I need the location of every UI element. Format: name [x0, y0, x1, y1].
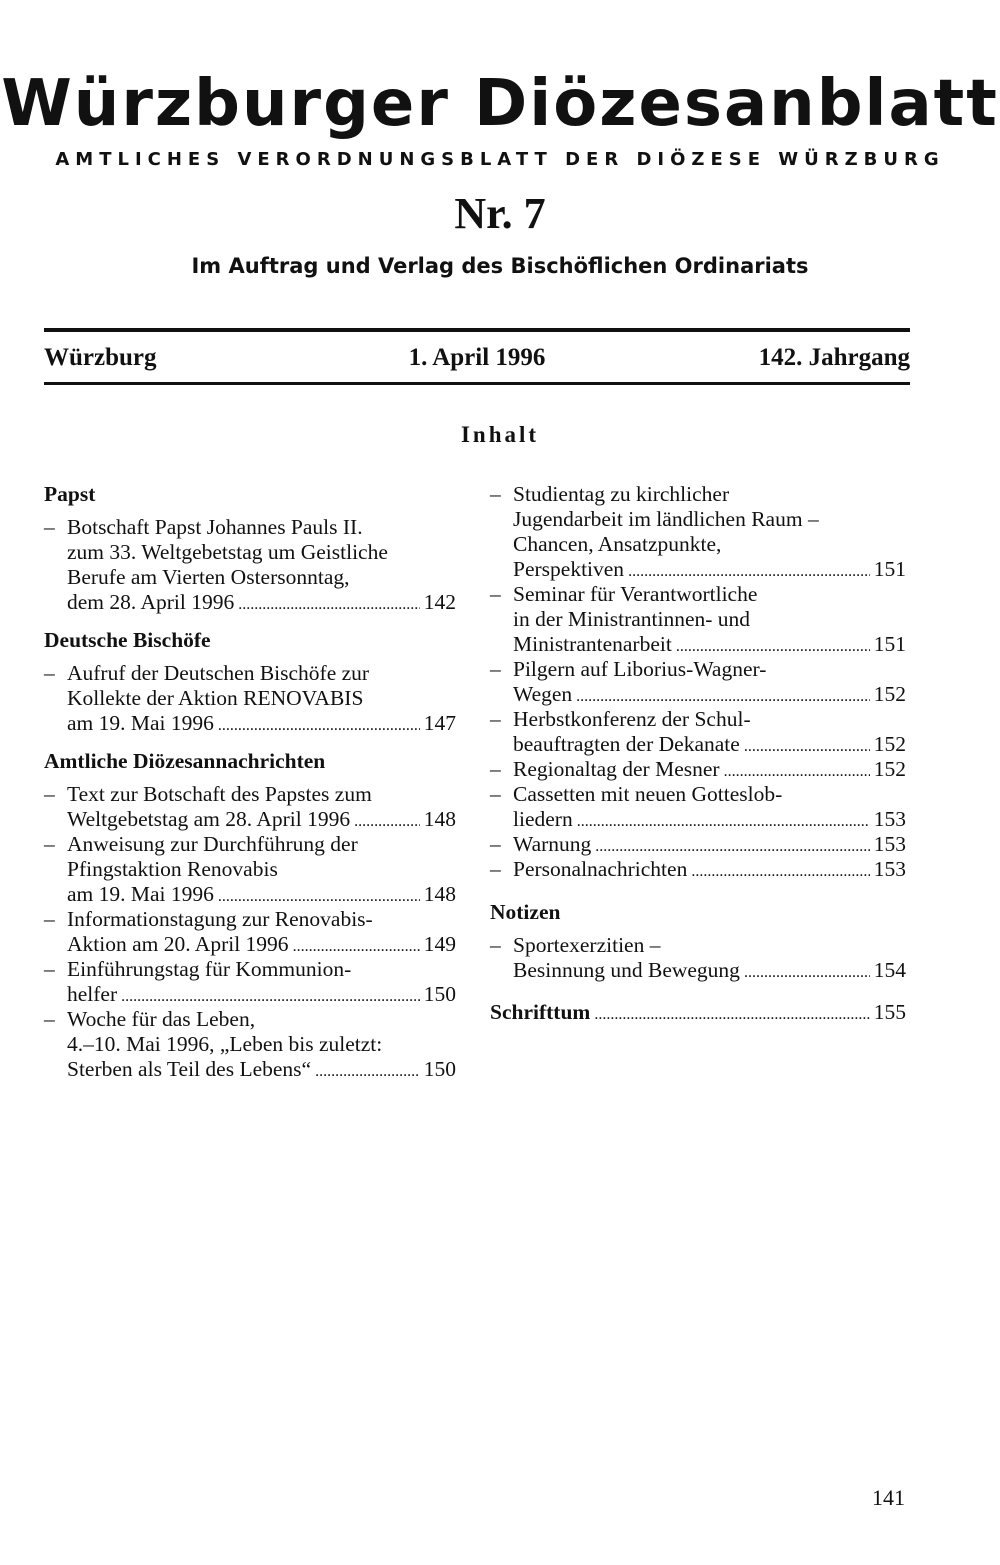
- dot-leader: [628, 557, 870, 584]
- toc-entry[interactable]: [490, 657, 906, 707]
- toc-entry[interactable]: [44, 1007, 456, 1082]
- entry-last-line: Regionaltag der Mesner: [513, 757, 720, 781]
- dot-leader: [218, 882, 420, 909]
- entry-page: 154: [873, 958, 906, 982]
- entry-line: Informationstagung zur Renovabis-: [67, 907, 373, 931]
- entry-last-line: Ministrantenarbeit: [513, 632, 672, 656]
- entry-leader: [67, 590, 456, 615]
- section-title-amtliche-dioezesannachrichten: Amtliche Diözesannachrichten: [44, 749, 326, 773]
- entry-page: 151: [873, 632, 906, 656]
- entry-page: 150: [423, 1057, 456, 1081]
- section-title-deutsche-bischoefe: Deutsche Bischöfe: [44, 628, 211, 652]
- toc-entry[interactable]: [44, 661, 456, 736]
- entry-page: 149: [423, 932, 456, 956]
- entry-last-line: Sterben als Teil des Lebens“: [67, 1057, 312, 1081]
- dot-leader: [676, 632, 870, 659]
- entry-last-line: Wegen: [513, 682, 573, 706]
- entry-dash: –: [490, 832, 501, 856]
- entry-leader: [67, 932, 456, 957]
- entry-line: 4.–10. Mai 1996, „Leben bis zuletzt:: [67, 1032, 383, 1056]
- entry-last-line: am 19. Mai 1996: [67, 711, 214, 735]
- entry-leader: [513, 632, 906, 657]
- entry-page: 152: [873, 682, 906, 706]
- entry-page: 151: [873, 557, 906, 581]
- toc-entry[interactable]: [44, 957, 456, 1007]
- dot-leader: [315, 1057, 420, 1084]
- toc-entry[interactable]: [490, 582, 906, 657]
- entry-line: Chancen, Ansatzpunkte,: [513, 532, 722, 556]
- entry-leader: [67, 711, 456, 736]
- toc-entry[interactable]: [44, 832, 456, 907]
- entry-last-line: dem 28. April 1996: [67, 590, 235, 614]
- entry-dash: –: [44, 661, 55, 685]
- toc-entry[interactable]: [490, 482, 906, 582]
- entry-line: Seminar für Verantwortliche: [513, 582, 758, 606]
- entry-line: Text zur Botschaft des Papstes zum: [67, 782, 372, 806]
- toc-entry[interactable]: [490, 832, 906, 857]
- toc-entry[interactable]: [44, 907, 456, 957]
- entry-dash: –: [490, 707, 501, 731]
- entry-last-line: Besinnung und Bewegung: [513, 958, 740, 982]
- entry-line: Pilgern auf Liborius-Wagner-: [513, 657, 767, 681]
- toc-entry[interactable]: [490, 782, 906, 832]
- toc-entry[interactable]: [490, 857, 906, 882]
- entry-leader: [67, 807, 456, 832]
- entry-line: Berufe am Vierten Ostersonntag,: [67, 565, 350, 589]
- toc-entry[interactable]: [44, 782, 456, 832]
- entry-line: Sportexerzitien –: [513, 933, 661, 957]
- toc-entry[interactable]: [490, 933, 906, 983]
- entry-dash: –: [44, 782, 55, 806]
- contents-left-column: [44, 482, 456, 1082]
- entry-last-line: Weltgebetstag am 28. April 1996: [67, 807, 351, 831]
- entry-line: Cassetten mit neuen Gotteslob-: [513, 782, 783, 806]
- entry-line: Pfingstaktion Renovabis: [67, 857, 278, 881]
- entry-dash: –: [490, 757, 501, 781]
- dot-leader: [744, 732, 870, 759]
- publisher-line: Im Auftrag und Verlag des Bischöflichen Ordinariats: [191, 254, 809, 278]
- entry-dash: –: [490, 657, 501, 681]
- entry-page: 150: [423, 982, 456, 1006]
- entry-last-line: Perspektiven: [513, 557, 625, 581]
- entry-line: Studientag zu kirchlicher: [513, 482, 730, 506]
- entry-dash: –: [490, 582, 501, 606]
- contents-heading: Inhalt: [460, 422, 540, 447]
- entry-page: 153: [873, 832, 906, 856]
- entry-dash: –: [44, 907, 55, 931]
- entry-page: 148: [423, 882, 456, 906]
- entry-dash: –: [490, 933, 501, 957]
- entry-last-line: am 19. Mai 1996: [67, 882, 214, 906]
- entry-dash: –: [44, 1007, 55, 1031]
- entry-leader: [513, 732, 906, 757]
- toc-entry-schrifttum[interactable]: [490, 1000, 906, 1025]
- entry-page: 147: [423, 711, 456, 735]
- dot-leader: [576, 682, 870, 709]
- entry-leader: [513, 832, 906, 857]
- entry-leader: [67, 882, 456, 907]
- entry-page: 148: [423, 807, 456, 831]
- entry-page: 155: [873, 1000, 906, 1024]
- issue-number: Nr. 7: [454, 189, 546, 238]
- entry-line: Jugendarbeit im ländlichen Raum –: [513, 507, 819, 531]
- entry-last-line: helfer: [67, 982, 118, 1006]
- entry-last-line: Warnung: [513, 832, 592, 856]
- dot-leader: [691, 857, 869, 884]
- entry-line: Herbstkonferenz der Schul-: [513, 707, 751, 731]
- dot-leader: [577, 807, 870, 834]
- entry-page: 152: [873, 732, 906, 756]
- entry-leader: [67, 982, 456, 1007]
- entry-last-line: Personalnachrichten: [513, 857, 688, 881]
- entry-page: 153: [873, 857, 906, 881]
- entry-leader: [513, 958, 906, 983]
- section-title-schrifttum: Schrifttum: [490, 1000, 591, 1024]
- entry-dash: –: [44, 832, 55, 856]
- dot-leader: [724, 757, 870, 784]
- entry-line: Kollekte der Aktion RENOVABIS: [67, 686, 364, 710]
- entry-leader: [513, 807, 906, 832]
- dot-leader: [594, 1000, 869, 1027]
- top-rule: [44, 328, 910, 332]
- entry-page: 152: [873, 757, 906, 781]
- entry-leader: [513, 757, 906, 782]
- entry-last-line: beauftragten der Dekanate: [513, 732, 740, 756]
- entry-dash: –: [490, 482, 501, 506]
- section-title-papst: Papst: [44, 482, 96, 506]
- entry-line: Einführungstag für Kommunion-: [67, 957, 352, 981]
- dot-leader: [218, 711, 420, 738]
- entry-last-line: Aktion am 20. April 1996: [67, 932, 289, 956]
- entry-leader: [67, 1057, 456, 1082]
- entry-line: Woche für das Leben,: [67, 1007, 256, 1031]
- masthead-title: Würzburger Diözesanblatt: [1, 67, 999, 141]
- toc-entry[interactable]: [490, 707, 906, 757]
- dot-leader: [595, 832, 869, 859]
- entry-last-line: liedern: [513, 807, 573, 831]
- dot-leader: [238, 590, 420, 617]
- entry-line: Botschaft Papst Johannes Pauls II.: [67, 515, 363, 539]
- dot-leader: [121, 982, 420, 1009]
- entry-line: Anweisung zur Durchführung der: [67, 832, 358, 856]
- dateline-volume: 142. Jahrgang: [758, 344, 910, 371]
- entry-page: 142: [423, 590, 456, 614]
- entry-leader: [513, 682, 906, 707]
- entry-line: in der Ministrantinnen- und: [513, 607, 751, 631]
- toc-entry[interactable]: [44, 515, 456, 615]
- dateline-place: Würzburg: [44, 344, 157, 371]
- dot-leader: [293, 932, 420, 959]
- entry-dash: –: [490, 857, 501, 881]
- entry-line: zum 33. Weltgebetstag um Geistliche: [67, 540, 388, 564]
- section-title-notizen: Notizen: [490, 900, 561, 924]
- masthead-subtitle: AMTLICHES VERORDNUNGSBLATT DER DIÖZESE WÜRZBURG: [55, 149, 945, 170]
- dateline-date: 1. April 1996: [408, 344, 546, 371]
- entry-leader: [513, 557, 906, 582]
- entry-line: Aufruf der Deutschen Bischöfe zur: [67, 661, 370, 685]
- dateline: [44, 340, 910, 376]
- entry-page: 153: [873, 807, 906, 831]
- bottom-rule: [44, 382, 910, 385]
- entry-leader: [513, 857, 906, 882]
- entry-dash: –: [44, 957, 55, 981]
- entry-dash: –: [490, 782, 501, 806]
- contents-right-column: [490, 482, 906, 1025]
- dot-leader: [744, 958, 870, 985]
- entry-dash: –: [44, 515, 55, 539]
- page-number: 141: [872, 1485, 905, 1510]
- dot-leader: [354, 807, 420, 834]
- toc-entry[interactable]: [490, 757, 906, 782]
